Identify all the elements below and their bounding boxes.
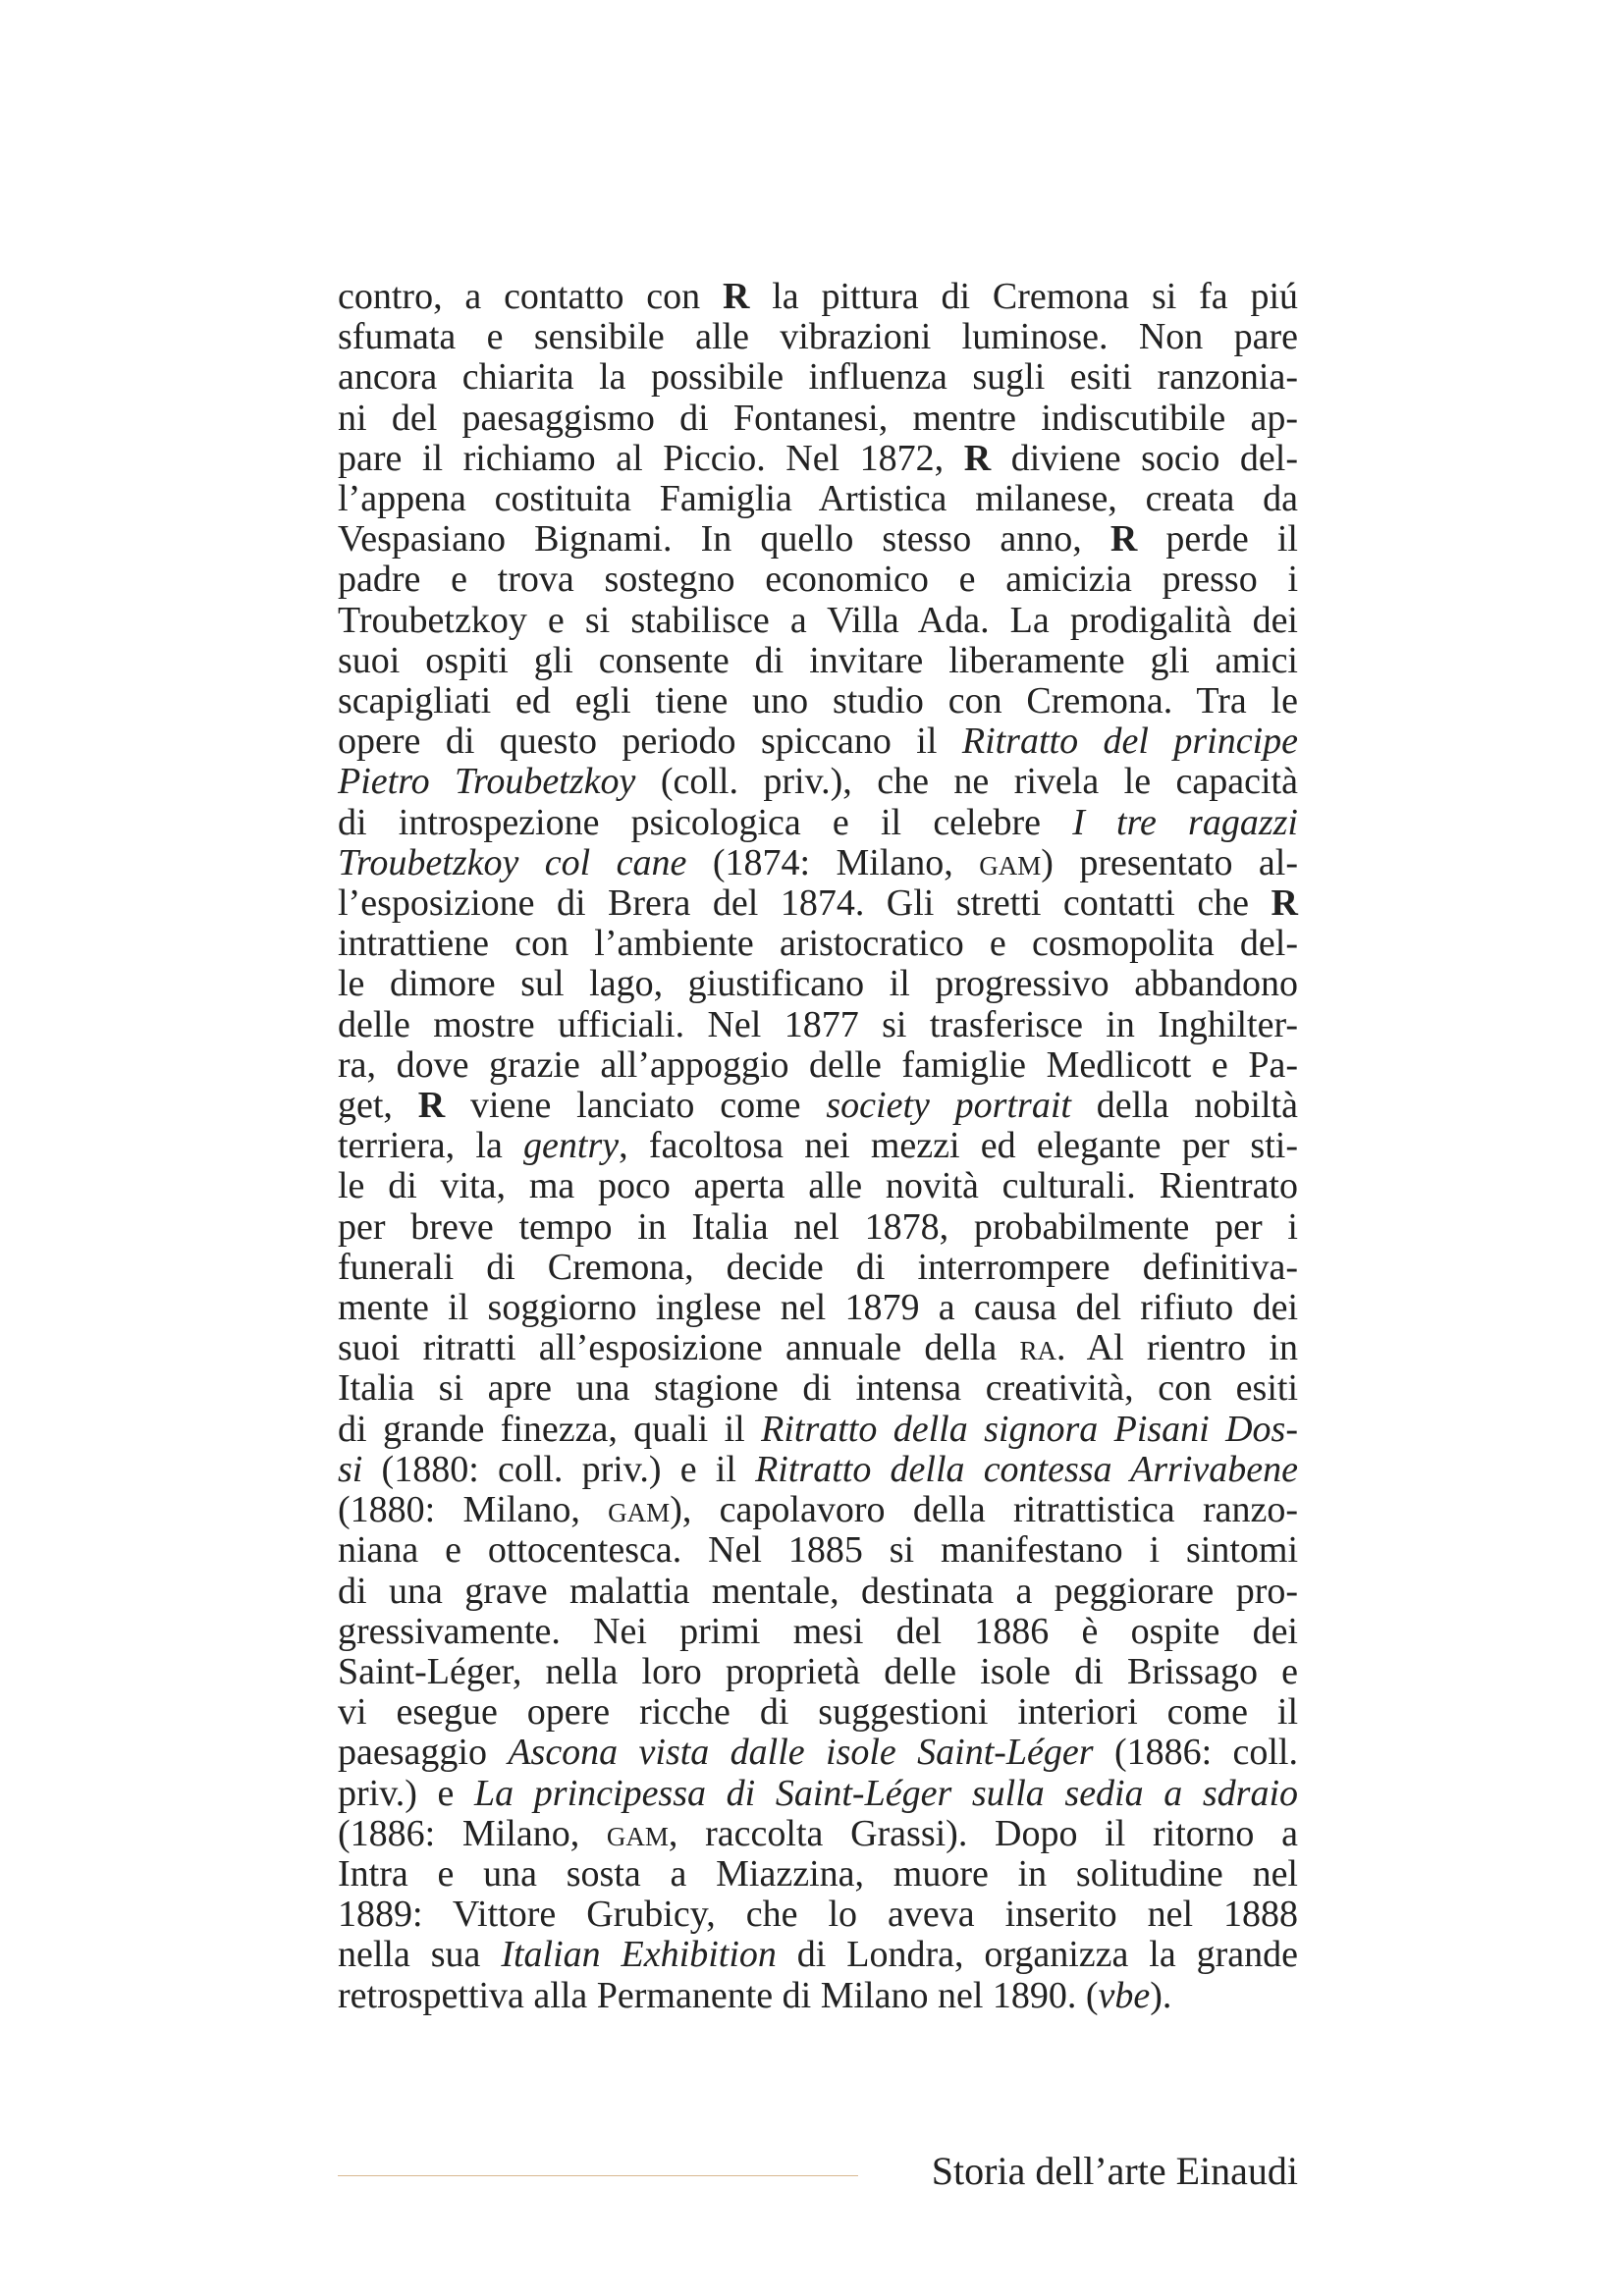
- text-line: [338, 1166, 1298, 1206]
- text-run: Troubetzkoy e si stabilisce a Villa Ada. La prodigalità dei: [338, 599, 1298, 641]
- text-run: (1886: Milano,: [338, 1812, 607, 1854]
- text-run: viene lanciato come: [445, 1085, 827, 1127]
- text-run: la pittura di Cremona si fa piú: [749, 276, 1298, 317]
- text-line: [338, 1086, 1298, 1126]
- text-run: contro, a contatto con: [338, 276, 723, 317]
- small-caps-run: gam: [606, 1812, 669, 1854]
- italic-run: vbe: [1098, 1974, 1151, 2016]
- text-run: ) presentato al-: [1041, 841, 1299, 883]
- text-run: ), capolavoro della ritrattistica ranzo-: [670, 1489, 1299, 1531]
- text-run: perde il: [1137, 518, 1298, 561]
- text-run: sfumata e sensibile alle vibrazioni luminose. Non pare: [338, 316, 1298, 358]
- text-run: suoi ospiti gli consente di invitare liberamente gli amici: [338, 639, 1298, 681]
- text-run: Intra e una sosta a Miazzina, muore in solitudine nel: [338, 1852, 1298, 1895]
- text-line: [338, 1328, 1298, 1368]
- text-line: [338, 964, 1298, 1004]
- text-run: funerali di Cremona, decide di interrompere definitiva-: [338, 1246, 1298, 1288]
- text-line: [338, 560, 1298, 600]
- italic-run: Italian Exhibition: [501, 1934, 777, 1976]
- italic-run: Pietro Troubetzkoy: [338, 761, 636, 803]
- text-run: ni del paesaggismo di Fontanesi, mentre indiscutibile ap-: [338, 397, 1298, 439]
- text-line: [338, 399, 1298, 439]
- text-run: scapigliati ed egli tiene uno studio con Cremona. Tra le: [338, 680, 1298, 722]
- text-run: pare il richiamo al Piccio. Nel 1872,: [338, 437, 964, 479]
- text-run: l’appena costituita Famiglia Artistica milanese, creata da: [338, 478, 1298, 520]
- text-run: retrospettiva alla Permanente di Milano nel 1890. (: [338, 1974, 1099, 2016]
- bold-run: R: [963, 437, 992, 479]
- text-run: intrattiene con l’ambiente aristocratico e cosmopolita del-: [338, 923, 1298, 965]
- italic-run: Ritratto del principe: [961, 721, 1299, 763]
- text-run: le di vita, ma poco aperta alle novità culturali. Rientrato: [338, 1165, 1298, 1207]
- text-line: [338, 317, 1298, 357]
- text-run: mente il soggiorno inglese nel 1879 a causa del rifiuto dei: [338, 1287, 1298, 1329]
- italic-run: Troubetzkoy col cane: [338, 841, 687, 883]
- italic-run: Ascona vista dalle isole Saint-Léger: [508, 1732, 1094, 1774]
- text-run: padre e trova sostegno economico e amicizia presso i: [338, 559, 1298, 601]
- text-run: nella sua: [338, 1934, 502, 1976]
- text-run: (1880: Milano,: [338, 1489, 609, 1531]
- text-line: [338, 1045, 1298, 1086]
- text-run: ancora chiarita la possibile influenza sugli esiti ranzonia-: [338, 356, 1298, 399]
- text-line: [338, 1368, 1298, 1409]
- text-line: [338, 601, 1298, 641]
- text-line: [338, 519, 1298, 560]
- text-run: Vespasiano Bignami. In quello stesso anno,: [338, 518, 1110, 561]
- text-run: vi esegue opere ricche di suggestioni interiori come il: [338, 1691, 1298, 1734]
- text-line: [338, 1450, 1298, 1490]
- bold-run: R: [1109, 518, 1138, 561]
- text-line: [338, 1207, 1298, 1248]
- text-run: le dimore sul lago, giustificano il progressivo abbandono: [338, 963, 1298, 1005]
- text-run: di introspezione psicologica e il celebre: [338, 801, 1073, 843]
- bold-run: R: [1271, 882, 1298, 925]
- text-line: [338, 1774, 1298, 1814]
- bold-run: R: [417, 1085, 446, 1127]
- text-run: terriera, la: [338, 1125, 524, 1167]
- italic-run: si: [338, 1448, 363, 1490]
- text-run: di grande finezza, quali il: [338, 1408, 762, 1450]
- small-caps-run: ra: [1019, 1327, 1056, 1369]
- text-line: [338, 1410, 1298, 1450]
- footer-rule: [338, 2175, 858, 2176]
- text-line: [338, 439, 1298, 479]
- small-caps-run: gam: [979, 841, 1042, 883]
- text-line: [338, 1976, 1298, 2016]
- text-line: [338, 762, 1298, 802]
- italic-run: gentry: [523, 1125, 620, 1167]
- text-run: ).: [1150, 1974, 1172, 2016]
- text-line: [338, 641, 1298, 681]
- text-run: di una grave malattia mentale, destinata a peggiorare pro-: [338, 1570, 1298, 1612]
- text-line: [338, 1692, 1298, 1733]
- text-line: [338, 1612, 1298, 1652]
- text-run: suoi ritratti all’esposizione annuale della: [338, 1327, 1020, 1369]
- text-run: della nobiltà: [1070, 1085, 1298, 1127]
- text-run: , facoltosa nei mezzi ed elegante per sti-: [619, 1125, 1298, 1167]
- text-run: 1889: Vittore Grubicy, che lo aveva inserito nel 1888: [338, 1894, 1298, 1936]
- text-line: [338, 1530, 1298, 1571]
- text-line: [338, 1733, 1298, 1773]
- text-line: [338, 277, 1298, 317]
- text-run: get,: [338, 1085, 418, 1127]
- text-line: [338, 1895, 1298, 1935]
- text-line: [338, 479, 1298, 519]
- text-run: gressivamente. Nei primi mesi del 1886 è ospite dei: [338, 1610, 1298, 1652]
- text-run: delle mostre ufficiali. Nel 1877 si trasferisce in Inghilter-: [338, 1003, 1298, 1045]
- text-run: . Al rientro in: [1055, 1327, 1298, 1369]
- bold-run: R: [722, 276, 750, 317]
- text-run: (1880: coll. priv.) e il: [362, 1448, 756, 1490]
- text-run: (1886: coll.: [1093, 1732, 1298, 1774]
- italic-run: I tre ragazzi: [1072, 801, 1298, 843]
- text-line: [338, 1935, 1298, 1975]
- text-line: [338, 681, 1298, 721]
- text-run: ra, dove grazie all’appoggio delle famiglie Medlicott e Pa-: [338, 1043, 1298, 1086]
- text-line: [338, 1490, 1298, 1530]
- text-run: l’esposizione di Brera del 1874. Gli stretti contatti che: [338, 882, 1271, 925]
- text-run: (1874: Milano,: [686, 841, 980, 883]
- text-run: opere di questo periodo spiccano il: [338, 721, 962, 763]
- text-line: [338, 1854, 1298, 1895]
- text-run: , raccolta Grassi). Dopo il ritorno a: [668, 1812, 1298, 1854]
- text-line: [338, 1248, 1298, 1288]
- text-line: [338, 1288, 1298, 1328]
- text-run: per breve tempo in Italia nel 1878, probabilmente per i: [338, 1205, 1298, 1248]
- text-run: di Londra, organizza la grande: [776, 1934, 1298, 1976]
- italic-run: Ritratto della contessa Arrivabene: [755, 1448, 1299, 1490]
- italic-run: society portrait: [826, 1085, 1071, 1127]
- text-line: [338, 883, 1298, 924]
- text-line: [338, 357, 1298, 398]
- italic-run: Ritratto della signora Pisani Dos-: [761, 1408, 1298, 1450]
- text-line: [338, 803, 1298, 843]
- text-run: Italia si apre una stagione di intensa creatività, con esiti: [338, 1367, 1298, 1410]
- text-line: [338, 721, 1298, 762]
- text-run: priv.) e: [338, 1772, 475, 1814]
- body-text: [338, 277, 1298, 2016]
- text-run: niana e ottocentesca. Nel 1885 si manifestano i sintomi: [338, 1529, 1298, 1572]
- text-line: [338, 924, 1298, 964]
- text-run: diviene socio del-: [991, 437, 1298, 479]
- text-line: [338, 1126, 1298, 1166]
- text-line: [338, 1005, 1298, 1045]
- text-line: [338, 1814, 1298, 1854]
- text-run: (coll. priv.), che ne rivela le capacità: [635, 761, 1298, 803]
- text-line: [338, 1572, 1298, 1612]
- text-run: Saint-Léger, nella loro proprietà delle isole di Brissago e: [338, 1650, 1298, 1692]
- italic-run: La principessa di Saint-Léger sulla sedia a sdraio: [474, 1772, 1299, 1814]
- footer-title: Storia dell’arte Einaudi: [931, 2149, 1298, 2193]
- text-line: [338, 843, 1298, 883]
- text-run: paesaggio: [338, 1732, 509, 1774]
- text-line: [338, 1652, 1298, 1692]
- small-caps-run: gam: [608, 1489, 671, 1531]
